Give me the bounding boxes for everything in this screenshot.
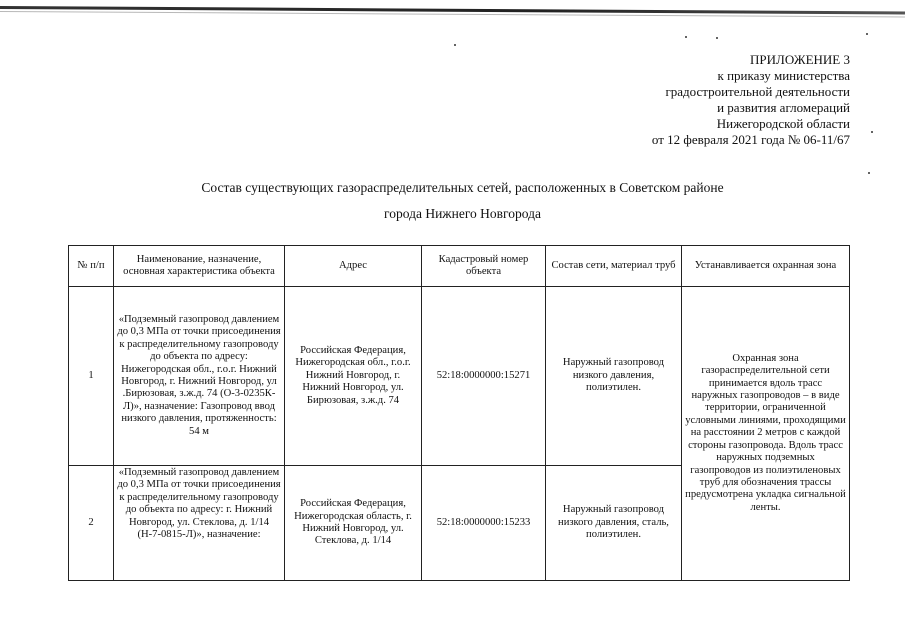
row-num: 1 [69,287,114,466]
row-num: 2 [69,466,114,581]
row-address: Российская Федерация, Нижегородская область, г. Нижний Новгород, ул. Стеклова, д. 1/14 [285,466,422,581]
gas-networks-table [68,245,850,581]
document-title-line1: Состав существующих газораспределительных сетей, расположенных в Советском районе [201,180,724,195]
row-cadastral: 52:18:0000000:15271 [422,287,546,466]
header-name: Наименование, назначение, основная характеристика объекта [114,246,285,287]
scan-speck [868,172,870,174]
table-header-row [69,246,850,287]
document-title-line2: города Нижнего Новгорода [384,206,541,221]
header-material: Состав сети, материал труб [546,246,682,287]
row-material: Наружный газопровод низкого давления, сталь, полиэтилен. [546,466,682,581]
appendix-title: ПРИЛОЖЕНИЕ 3 [750,52,850,67]
zone-cell: Охранная зона газораспределительной сети принимается вдоль трасс наружных газопроводов – в виде территории, ограниченной условными линиями, проходящими на расстоянии 2 метров с каждой стороны газопровода. Вдоль трасс наружных подземных газопроводов из полиэтиленовых труб для обозначения трассы предусмотрена укладка сигнальной ленты. [682,287,850,581]
scan-speck [866,33,868,35]
header-cadastral: Кадастровый номер объекта [422,246,546,287]
appendix-line: и развития агломераций [717,100,850,115]
appendix-header [550,52,850,148]
appendix-order-date: от 12 февраля 2021 года № 06-11/67 [651,132,850,147]
appendix-line: градостроительной деятельности [665,84,850,99]
header-num: № п/п [69,246,114,287]
appendix-line: Нижегородской области [716,116,850,131]
scan-speck [454,44,456,46]
row-cadastral: 52:18:0000000:15233 [422,466,546,581]
scan-speck [685,36,687,38]
row-name: «Подземный газопровод давлением до 0,3 МПа от точки присоединения к распределительному газопроводу до объекта по адресу: г. Нижний Новгород, ул. Стеклова, д. 1/14 (Н-7-0815-Л)», назначение: [114,466,285,581]
table-row [69,287,850,466]
scan-speck [871,131,873,133]
appendix-line: к приказу министерства [717,68,850,83]
row-name: «Подземный газопровод давлением до 0,3 МПа от точки присоединения к распределительному газопроводу до объекта по адресу: Нижегородская обл., г.о.г. Нижний Новгород, г. Нижний Новгород, ул .Бирюзовая, з.ж.д. 74 (О-3-0235К-Л)», назначение: Газопровод ввод низкого давления, протяженность: 54 м [114,287,285,466]
row-address: Российская Федерация, Нижегородская обл., г.о.г. Нижний Новгород, г. Нижний Новгород, ул. Бирюзовая, з.ж.д. 74 [285,287,422,466]
header-address: Адрес [285,246,422,287]
header-zone: Устанавливается охранная зона [682,246,850,287]
scan-speck [716,37,718,39]
row-material: Наружный газопровод низкого давления, полиэтилен. [546,287,682,466]
